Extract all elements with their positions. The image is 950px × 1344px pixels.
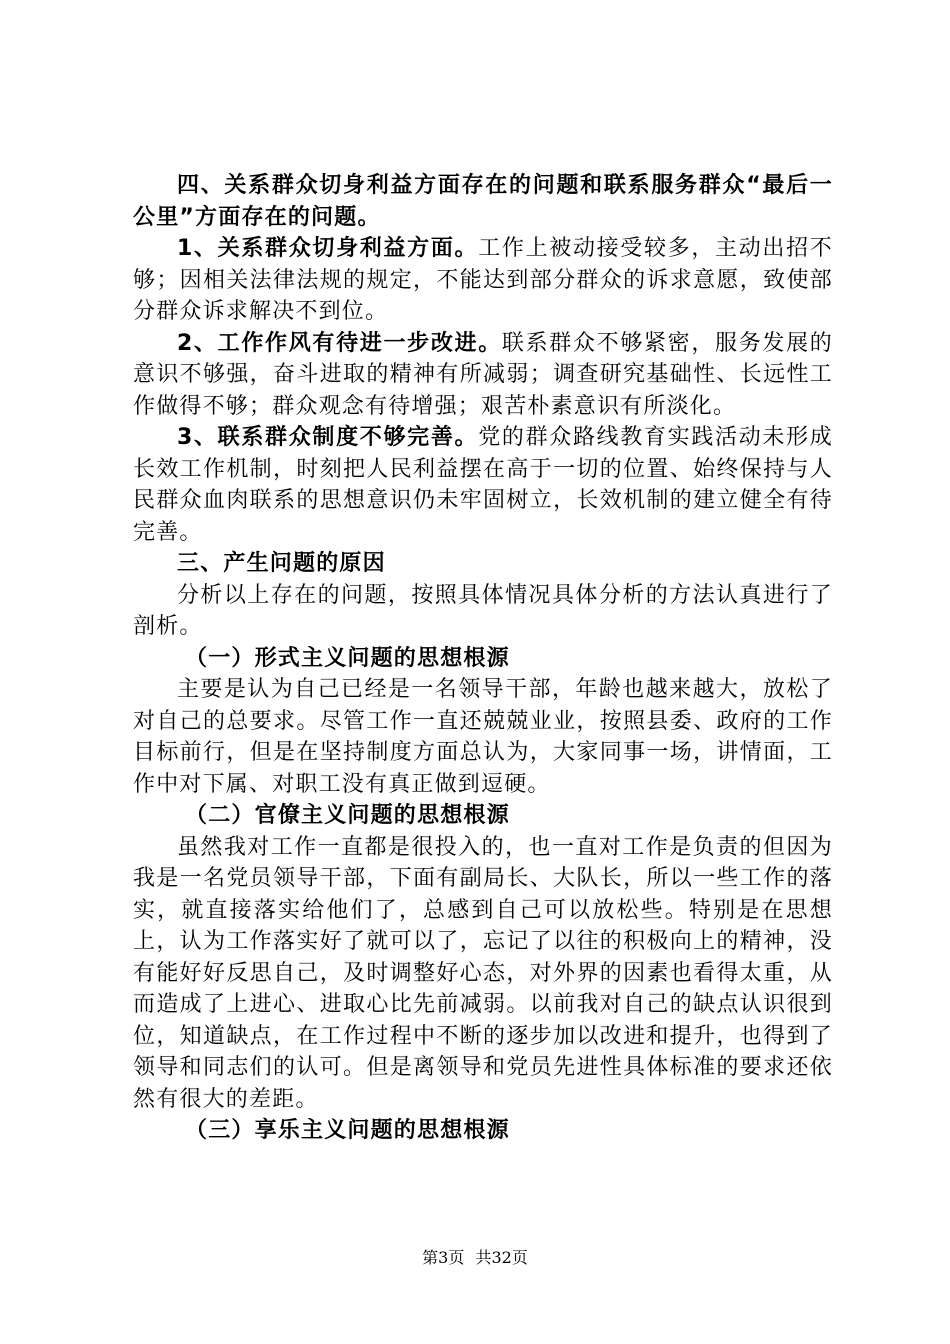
item-1-text: 工作上被动接受较多，主动出招不够；因相关法律法规的规定，不能达到部分群众的诉求意愿，致使部分群众诉求解决不到位。: [133, 236, 833, 324]
item-2-paragraph: [133, 328, 833, 423]
item-3-lead: 3、联系群众制度不够完善。: [177, 425, 479, 450]
section-three-title: 三、产生问题的原因: [177, 551, 386, 576]
page-number: 第3页: [422, 1248, 465, 1267]
item-2-lead: 2、工作作风有待进一步改进。: [177, 330, 502, 356]
section-three-intro: 分析以上存在的问题，按照具体情况具体分析的方法认真进行了剖析。: [133, 582, 833, 639]
subsection-3-title: （三）享乐主义问题的思想根源: [185, 1118, 510, 1143]
subsection-1-text: 主要是认为自己已经是一名领导干部，年龄也越来越大，放松了对自己的总要求。尽管工作一直还兢兢业业，按照县委、政府的工作目标前行，但是在坚持制度方面总认为，大家同事一场，讲情面，工作中对下属、对职工没有真正做到逗硬。: [133, 677, 833, 797]
page-footer: [0, 1245, 950, 1268]
subsection-2-title: （二）官僚主义问题的思想根源: [185, 803, 510, 828]
item-3-text: 党的群众路线教育实践活动未形成长效工作机制，时刻把人民利益摆在高于一切的位置、始终保持与人民群众血肉联系的思想意识仍未牢固树立，长效机制的建立健全有待完善。: [133, 425, 833, 545]
subsection-1-title: （一）形式主义问题的思想根源: [185, 645, 510, 671]
section-four-title: 四、关系群众切身利益方面存在的问题和联系服务群众“最后一公里”方面存在的问题。: [133, 173, 833, 230]
item-2-text: 联系群众不够紧密，服务发展的意识不够强，奋斗进取的精神有所减弱；调查研究基础性、长远性工作做得不够；群众观念有待增强；艰苦朴素意识有所淡化。: [133, 330, 833, 419]
subsection-2-text: 虽然我对工作一直都是很投入的，也一直对工作是负责的但因为我是一名党员领导干部，下面有副局长、大队长，所以一些工作的落实，就直接落实给他们了，总感到自己可以放松些。特别是在思想上，认为工作落实好了就可以了，忘记了以往的积极向上的精神，没有能好好反思自己，及时调整好心态，对外界的因素也看得太重，从而造成了上进心、进取心比先前减弱。以前我对自己的缺点认识很到位，知道缺点，在工作过程中不断的逐步加以改进和提升，也得到了领导和同志们的认可。但是离领导和党员先进性具体标准的要求还依然有很大的差距。: [133, 834, 833, 1112]
item-3-paragraph: [133, 422, 833, 548]
item-1-paragraph: [133, 233, 833, 328]
document-body: [133, 170, 833, 1147]
page-total: 共32页: [475, 1248, 528, 1267]
item-1-lead: 1、关系群众切身利益方面。: [177, 236, 479, 261]
